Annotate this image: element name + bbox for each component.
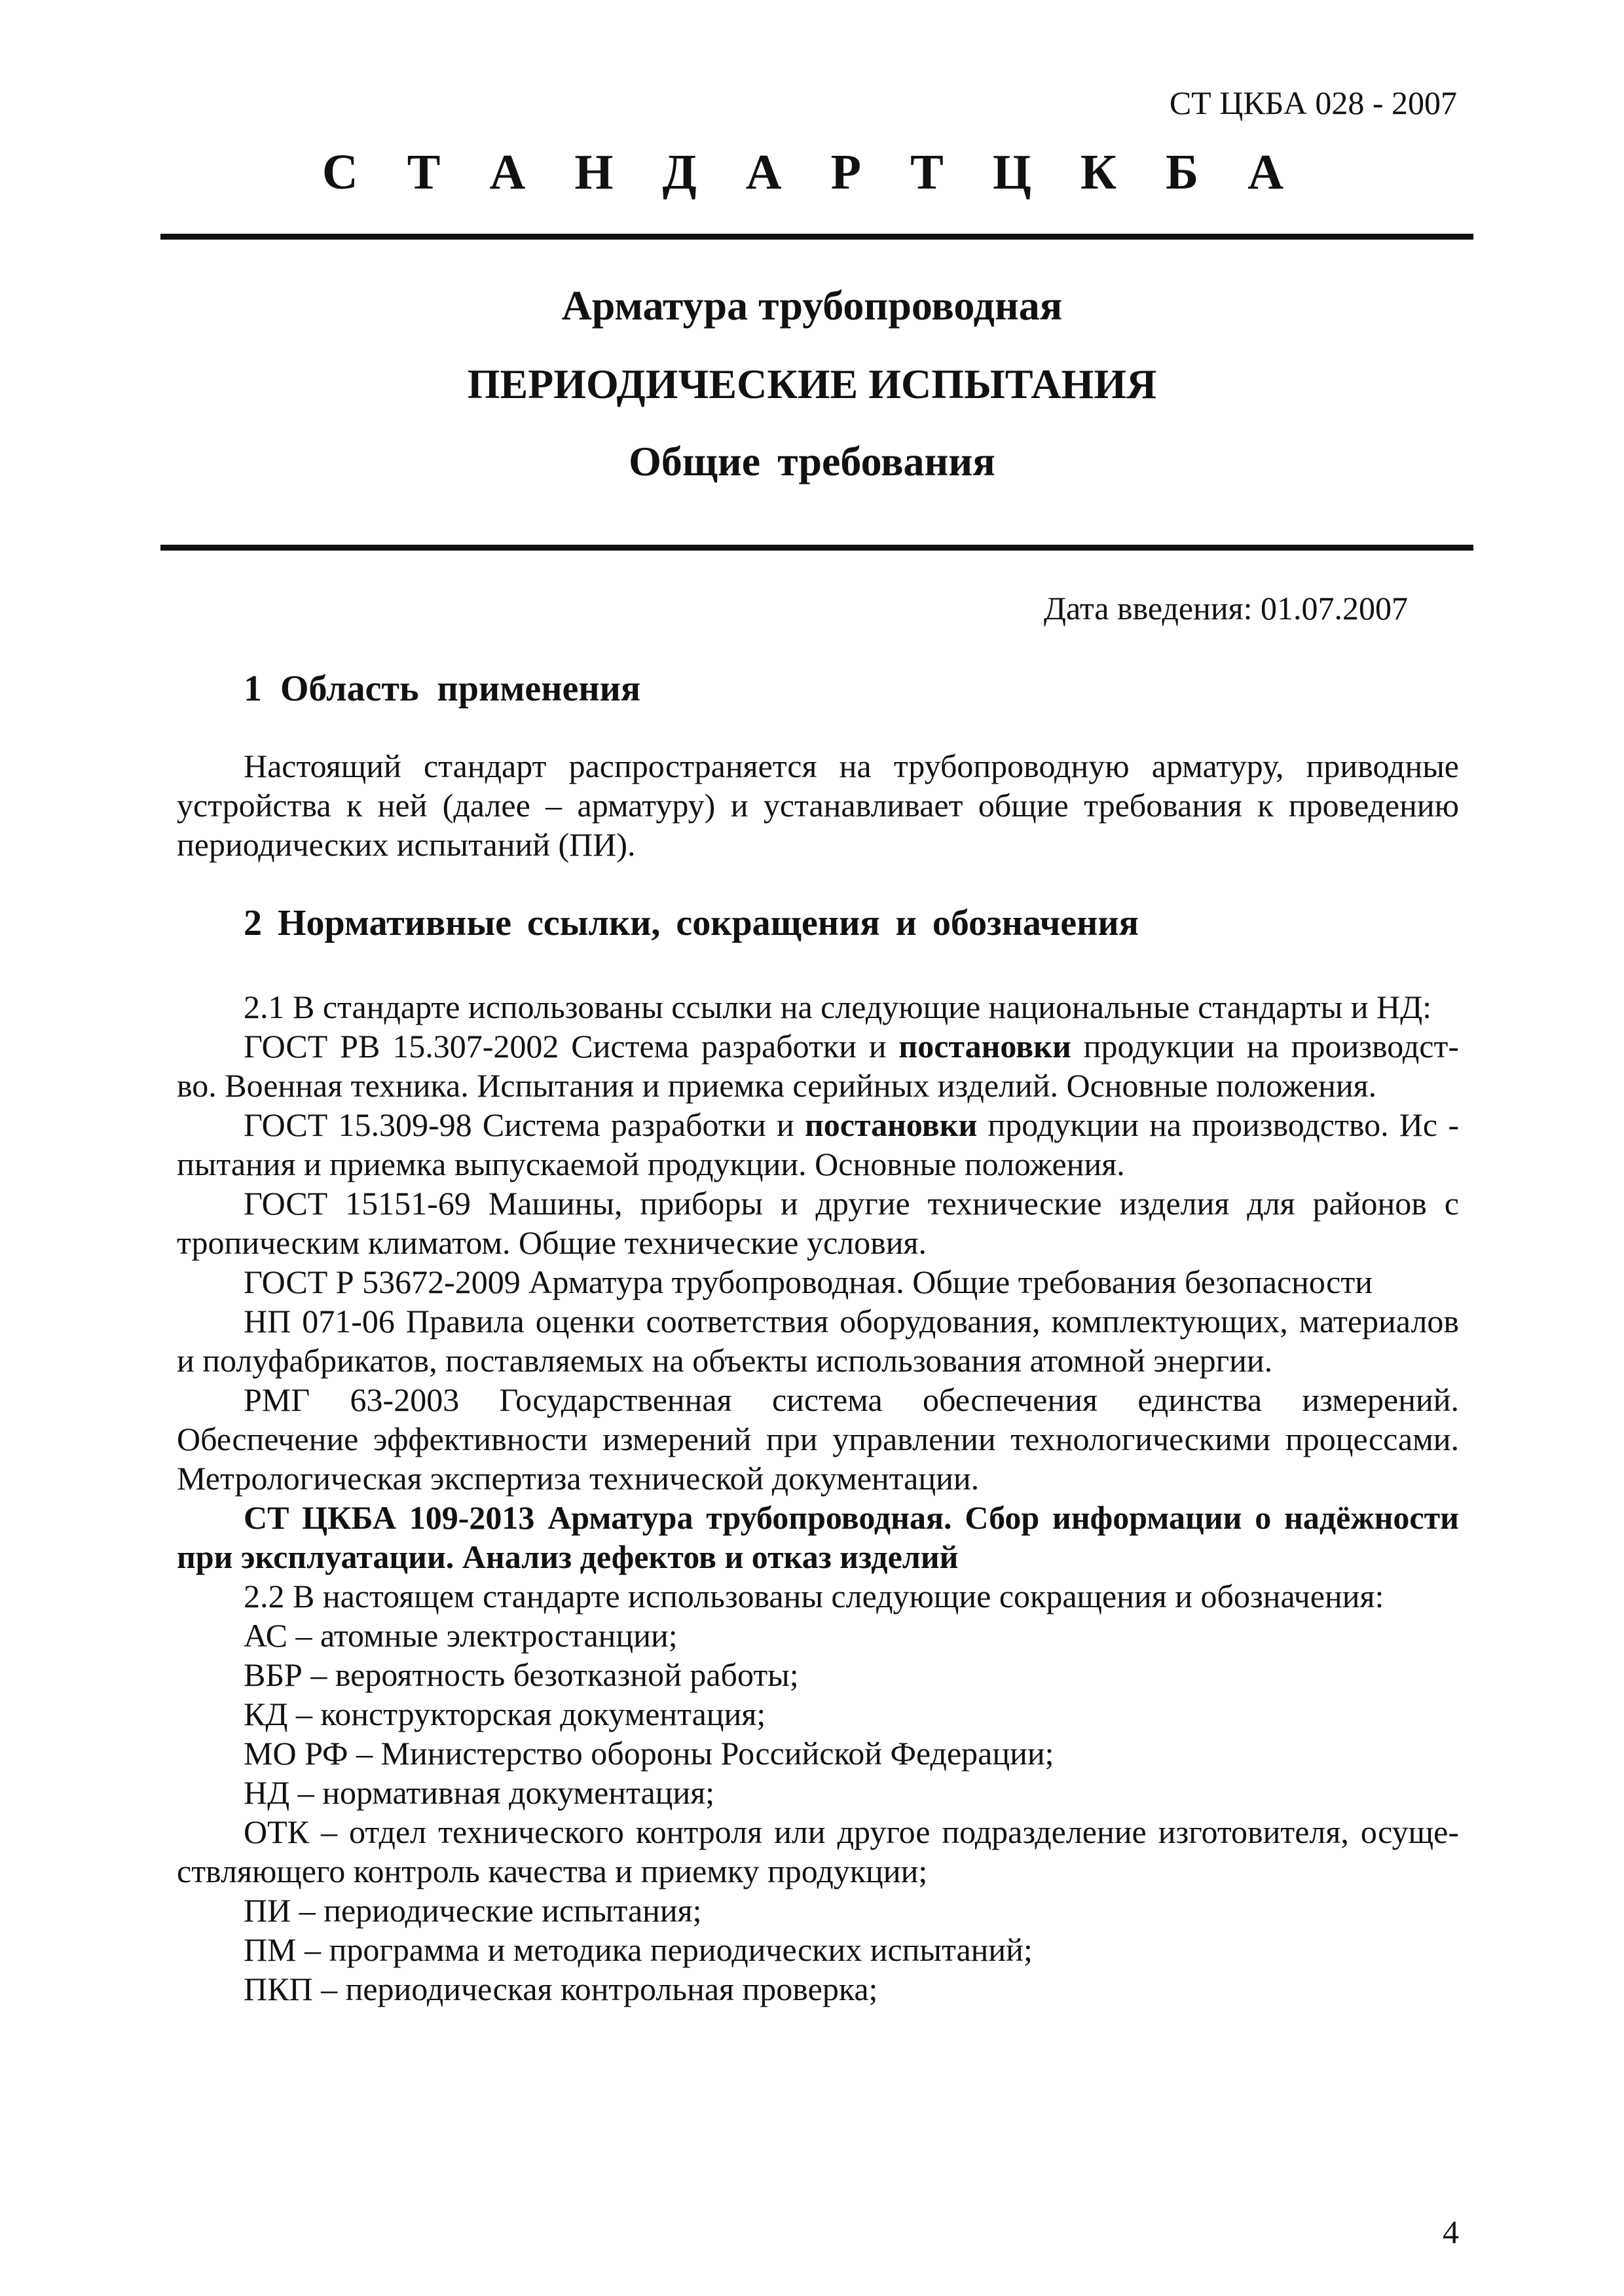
abbreviation-item: МО РФ – Министерство обороны Российской Федерации; xyxy=(244,1735,1054,1772)
reference-line: РМГ 63-2003 Государственная система обеспечения единства измерений. xyxy=(244,1381,1459,1418)
abbreviation-item: НД – нормативная документация; xyxy=(244,1774,715,1811)
reference-line: ГОСТ Р 53672-2009 Арматура трубопроводная. Общие требования безопасности xyxy=(244,1264,1373,1300)
paragraph-2-1: 2.1 В стандарте использованы ссылки на следующие национальные стандарты и НД: xyxy=(244,989,1432,1025)
reference-text: продукции на производст- xyxy=(1071,1028,1459,1065)
abbreviation-item: ПМ – программа и методика периодических испытаний; xyxy=(244,1931,1033,1968)
abbreviation-item: ОТК – отдел технического контроля или другое подразделение изготовителя, осуще- xyxy=(244,1813,1459,1850)
reference-line: Метрологическая экспертиза технической документации. xyxy=(177,1460,980,1497)
reference-emphasis: постановки xyxy=(898,1028,1071,1065)
reference-line: и полуфабрикатов, поставляемых на объекты использования атомной энергии. xyxy=(177,1342,1273,1379)
section-1-line: устройства к ней (далее – арматуру) и устанавливает общие требования к проведению xyxy=(177,787,1459,824)
abbreviation-item: ВБР – вероятность безотказной работы; xyxy=(244,1656,799,1693)
section-1-line: Настоящий стандарт распространяется на трубопроводную арматуру, приводные xyxy=(244,748,1459,784)
reference-line: Обеспечение эффективности измерений при управлении технологическими процессами. xyxy=(177,1421,1459,1457)
reference-line: тропическим климатом. Общие технические условия. xyxy=(177,1224,927,1261)
introduction-date: Дата введения: 01.07.2007 xyxy=(1043,590,1408,627)
abbreviation-item: ПИ – периодические испытания; xyxy=(244,1892,702,1929)
section-1-line: периодических испытаний (ПИ). xyxy=(177,826,636,863)
paragraph-2-2: 2.2 В настоящем стандарте использованы следующие сокращения и обозначения: xyxy=(244,1578,1384,1614)
bottom-rule xyxy=(160,545,1473,551)
reference-text: ГОСТ РВ 15.307-2002 Система разработки и xyxy=(244,1028,899,1065)
reference-line: во. Военная техника. Испытания и приемка серийных изделий. Основные положения. xyxy=(177,1067,1377,1104)
standard-title: С Т А Н Д А Р Т Ц К Б А xyxy=(322,145,1302,200)
abbreviation-item: КД – конструкторская документация; xyxy=(244,1696,766,1732)
abbreviation-item: ПКП – периодическая контрольная проверка; xyxy=(244,1971,878,2007)
title-line-1: Арматура трубопроводная xyxy=(561,282,1063,329)
reference-line xyxy=(244,1027,1459,1066)
reference-line-bold: при эксплуатации. Анализ дефектов и отказ изделий xyxy=(177,1539,959,1575)
title-line-3: Общие требования xyxy=(629,438,995,484)
reference-line: ГОСТ 15151-69 Машины, приборы и другие технические изделия для районов с xyxy=(244,1185,1459,1222)
abbreviation-item: АС – атомные электростанции; xyxy=(244,1617,678,1654)
reference-line-bold: СТ ЦКБА 109-2013 Арматура трубопроводная. Сбор информации о надёжности xyxy=(244,1499,1459,1536)
reference-line: пытания и приемка выпускаемой продукции. Основные положения. xyxy=(177,1146,1125,1182)
section-1-heading: 1 Область применения xyxy=(244,668,641,709)
reference-text: ГОСТ 15.309-98 Система разработки и xyxy=(244,1106,805,1143)
top-rule xyxy=(160,234,1473,240)
document-code: СТ ЦКБА 028 - 2007 xyxy=(1169,84,1457,121)
reference-line: НП 071-06 Правила оценки соответствия оборудования, комплектующих, материалов xyxy=(244,1303,1459,1339)
page-number: 4 xyxy=(1443,2214,1459,2250)
reference-text: продукции на производство. Ис - xyxy=(977,1106,1459,1143)
abbreviation-item: ствляющего контроль качества и приемку продукции; xyxy=(177,1853,928,1889)
reference-line xyxy=(244,1105,1459,1144)
section-2-heading: 2 Нормативные ссылки, сокращения и обозначения xyxy=(244,903,1139,943)
title-line-2: ПЕРИОДИЧЕСКИЕ ИСПЫТАНИЯ xyxy=(467,361,1157,407)
reference-emphasis: постановки xyxy=(804,1106,978,1143)
